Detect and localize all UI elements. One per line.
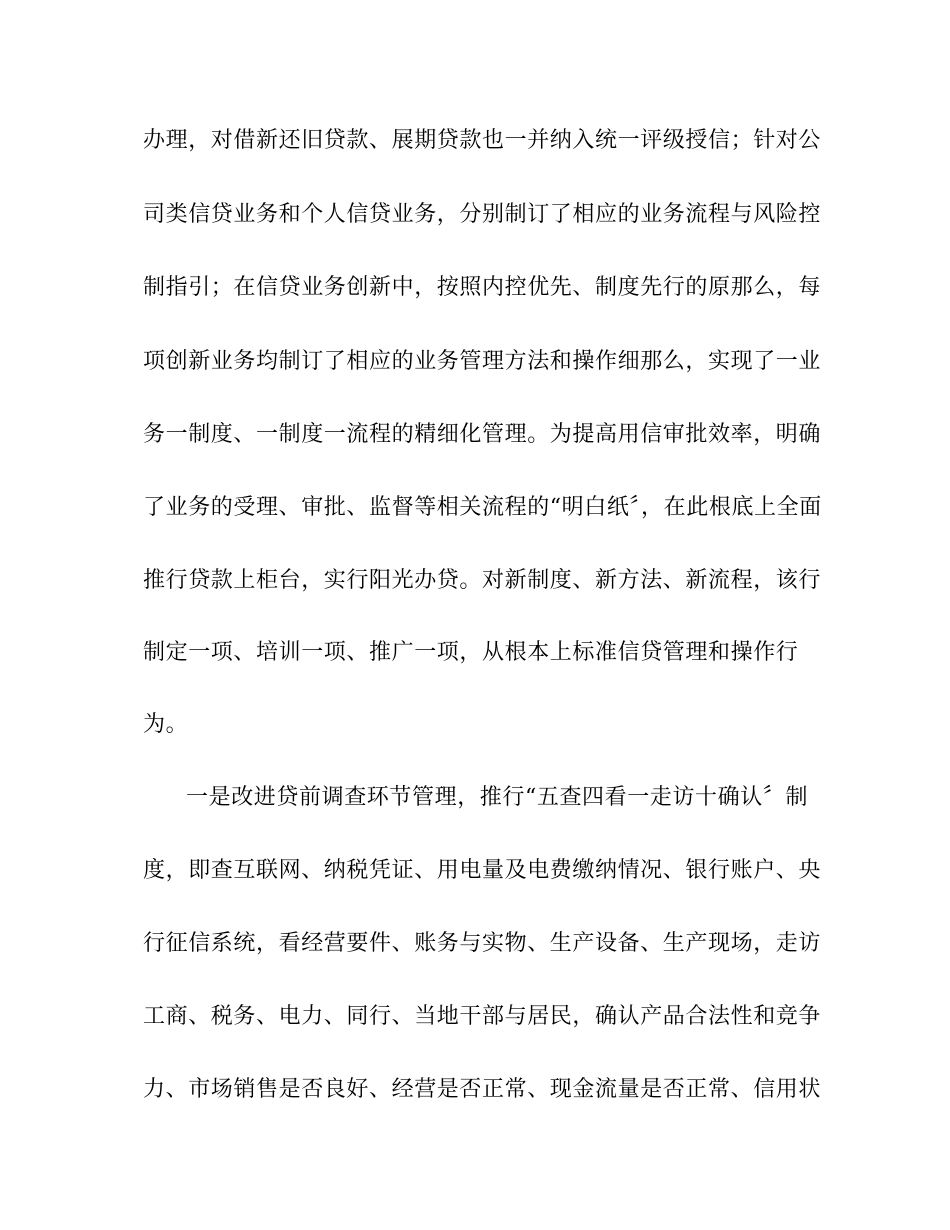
paragraph-2-line-3: 行征信系统，看经营要件、账务与实物、生产设备、生产现场，走访: [143, 931, 822, 956]
paragraph-1-line-9: 为。: [143, 712, 189, 737]
paragraph-2-line-5: 力、市场销售是否良好、经营是否正常、现金流量是否正常、信用状: [143, 1077, 822, 1102]
paragraph-1-line-5: 务一制度、一制度一流程的精细化管理。为提高用信审批效率，明确: [143, 422, 822, 447]
paragraph-1-line-4: 项创新业务均制订了相应的业务管理方法和操作细那么，实现了一业: [143, 349, 822, 374]
paragraph-1-line-7: 推行贷款上柜台，实行阳光办贷。对新制度、新方法、新流程，该行: [143, 568, 822, 593]
paragraph-1-line-2: 司类信贷业务和个人信贷业务，分别制订了相应的业务流程与风险控: [143, 202, 822, 227]
paragraph-1-line-3: 制指引；在信贷业务创新中，按照内控优先、制度先行的原那么，每: [143, 275, 822, 300]
paragraph-1-line-1: 办理，对借新还旧贷款、展期贷款也一并纳入统一评级授信；针对公: [143, 128, 822, 153]
paragraph-1-line-8: 制定一项、培训一项、推广一项，从根本上标准信贷管理和操作行: [143, 640, 799, 665]
paragraph-1-line-6: 了业务的受理、审批、监督等相关流程的“明白纸〞，在此根底上全面: [143, 495, 822, 520]
paragraph-2-line-4: 工商、税务、电力、同行、当地干部与居民，确认产品合法性和竞争: [143, 1004, 822, 1029]
paragraph-2-line-1: 一是改进贷前调查环节管理，推行“五查四看一走访十确认〞制: [186, 785, 809, 810]
paragraph-2-line-2: 度，即查互联网、纳税凭证、用电量及电费缴纳情况、银行账户、央: [143, 858, 822, 883]
